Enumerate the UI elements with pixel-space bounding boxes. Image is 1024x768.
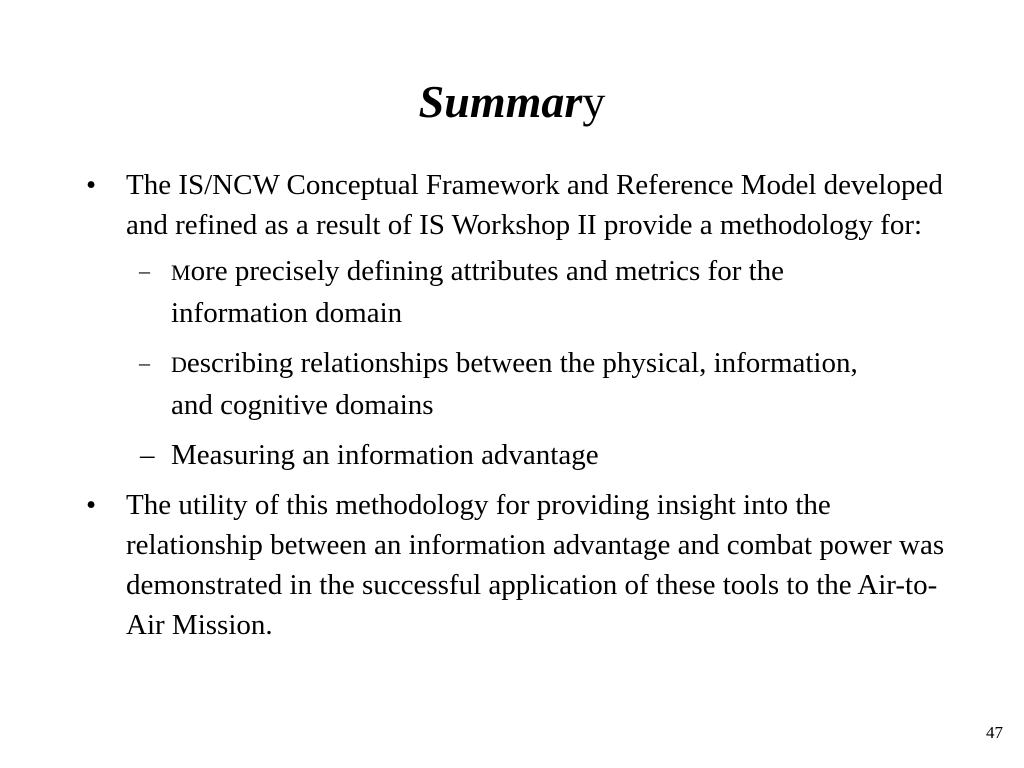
sub-bullet-marker: –	[140, 439, 155, 471]
bullet-item	[0, 485, 946, 645]
slide-title-main: Summar	[418, 76, 583, 127]
sub-bullet-text: Measuring an information advantage	[171, 439, 599, 471]
sub-bullet-marker: –	[139, 350, 150, 375]
bullet-list	[0, 165, 1024, 645]
slide-title-tail: y	[582, 76, 606, 127]
page-number: 47	[986, 723, 1003, 742]
sub-bullet-list	[126, 251, 946, 475]
sub-bullet-item	[126, 343, 901, 425]
bullet-text: The IS/NCW Conceptual Framework and Reference Model developed and refined as a result of IS Workshop II provide a methodology for:	[126, 169, 943, 241]
slide-title	[0, 74, 1024, 130]
bullet-marker: •	[86, 169, 97, 201]
bullet-item	[0, 165, 946, 475]
sub-bullet-text: ore precisely defining attributes and metrics for the information domain	[171, 255, 785, 329]
sub-bullet-item	[126, 435, 901, 475]
sub-bullet-item	[126, 251, 901, 333]
bullet-marker: •	[86, 489, 97, 521]
sub-bullet-lead-letter: D	[171, 352, 187, 377]
sub-bullet-marker: –	[139, 258, 150, 283]
bullet-text: The utility of this methodology for providing insight into the relationship between an information advantage and combat power was demonstrated in the successful application of these tools to the Air-to-Air Mission.	[126, 489, 945, 641]
sub-bullet-text: escribing relationships between the physical, information, and cognitive domains	[171, 347, 858, 421]
sub-bullet-lead-letter: M	[171, 260, 191, 285]
